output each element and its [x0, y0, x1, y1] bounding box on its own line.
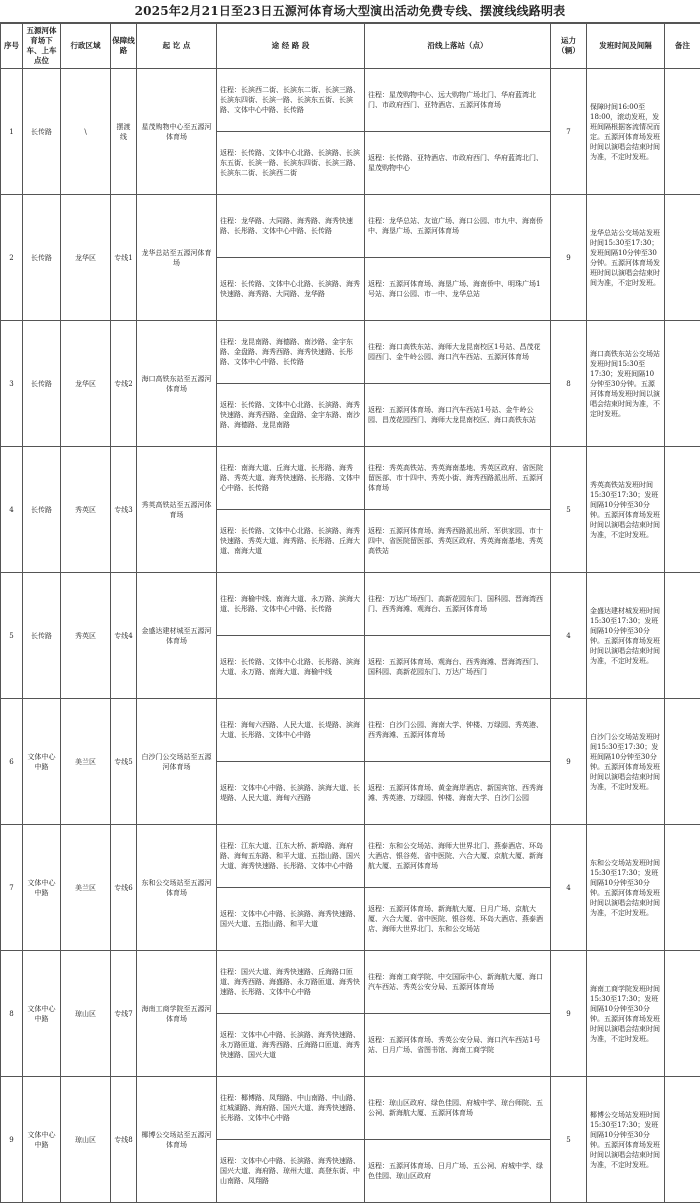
row-line: 摆渡线: [111, 69, 137, 195]
row-no: 7: [1, 825, 23, 951]
table-row: [1, 447, 700, 510]
row-district: 琼山区: [61, 1077, 111, 1203]
row-district: 秀英区: [61, 447, 111, 573]
row-no: 8: [1, 951, 23, 1077]
row-remark: [665, 951, 700, 1077]
row-remark: [665, 195, 700, 321]
row-endpoints: 东和公交场站至五源河体育场: [137, 825, 217, 951]
row-stops-back: 返程：五源河体育场、海垦广场、海南侨中、明珠广场1号站、海口公园、市一中、龙华总站: [365, 258, 551, 321]
header-no: 序号: [1, 24, 23, 69]
row-line: 专线5: [111, 699, 137, 825]
row-no: 5: [1, 573, 23, 699]
row-route-back: 返程：长传路、文体中心北路、长彤路、滨海大道、永万路、南海大道、海榆中线: [217, 636, 365, 699]
row-no: 1: [1, 69, 23, 195]
row-stops-back: 返程：五源河体育场、观海台、西秀海滩、晋海湾西门、国科园、高新花园东门、万达广场西门: [365, 636, 551, 699]
table-title: 2025年2月21日至23日五源河体育场大型演出活动免费专线、摆渡线线路明表: [0, 0, 700, 23]
row-capacity: 5: [551, 1077, 587, 1203]
row-no: 3: [1, 321, 23, 447]
row-venue: 文体中心中路: [23, 1077, 61, 1203]
row-remark: [665, 321, 700, 447]
row-endpoints: 白沙门公交场站至五源河体育场: [137, 699, 217, 825]
header-line: 保障线路: [111, 24, 137, 69]
row-endpoints: 龙华总站至五源河体育场: [137, 195, 217, 321]
row-stops-go: 往程：琼山区政府、绿色佳园、府城中学、琼台师院、五公祠、新海航大厦、五源河体育场: [365, 1077, 551, 1140]
header-route: 途 经 路 段: [217, 24, 365, 69]
row-venue: 长传路: [23, 195, 61, 321]
row-schedule: 保障时间16:00至18:00，滚动发班，发班间隔根据客流情况而定。五源河体育场发班时间以演唱会结束时间为准，不定时发班。: [587, 69, 665, 195]
row-district: 美兰区: [61, 699, 111, 825]
row-line: 专线6: [111, 825, 137, 951]
row-schedule: 海南工商学院发班时间15:30至17:30；发班间隔10分钟至30分钟。五源河体育场发班时间以演唱会结束时间为准，不定时发班。: [587, 951, 665, 1077]
row-remark: [665, 447, 700, 573]
row-line: 专线1: [111, 195, 137, 321]
row-no: 2: [1, 195, 23, 321]
row-stops-go: 往程：东和公交场站、海师大世界北门、燕泰酒店、环岛大酒店、银谷苑、省中医院、六合大厦、京航大厦、新海航大厦、五源河体育场: [365, 825, 551, 888]
row-line: 专线8: [111, 1077, 137, 1203]
header-capacity: 运力（辆）: [551, 24, 587, 69]
row-stops-go: 往程：海南工商学院、中交国际中心、新海航大厦、海口汽车西站、秀英公安分局、五源河体育场: [365, 951, 551, 1014]
row-endpoints: 海口高铁东站至五源河体育场: [137, 321, 217, 447]
header-schedule: 发班时间及间隔: [587, 24, 665, 69]
row-stops-back: 返程：五源河体育场、秀英公安分局、海口汽车西站1号站、日月广场、省图书馆、海南工商学院: [365, 1014, 551, 1077]
row-endpoints: 秀英高铁站至五源河体育场: [137, 447, 217, 573]
row-route-back: 返程：长传路、文体中心北路、长滨路、海秀快速路、海秀路、大同路、龙华路: [217, 258, 365, 321]
row-endpoints: 金盛达建材城至五源河体育场: [137, 573, 217, 699]
row-line: 专线4: [111, 573, 137, 699]
row-remark: [665, 69, 700, 195]
row-venue: 长传路: [23, 447, 61, 573]
row-route-go: 往程：长滨西二街、长滨东二街、长滨三路、长滨东四街、长滨一路、长滨东五街、长滨路、文体中心中路、长传路: [217, 69, 365, 132]
row-no: 9: [1, 1077, 23, 1203]
row-district: 秀英区: [61, 573, 111, 699]
row-schedule: 秀英高铁站发班时间15:30至17:30；发班间隔10分钟至30分钟。五源河体育场发班时间以演唱会结束时间为准，不定时发班。: [587, 447, 665, 573]
row-endpoints: 海南工商学院至五源河体育场: [137, 951, 217, 1077]
row-capacity: 4: [551, 573, 587, 699]
table-row: [1, 69, 700, 132]
route-table: [0, 23, 700, 1203]
row-stops-go: 往程：龙华总站、友谊广场、海口公园、市九中、海南侨中、海垦广场、五源河体育场: [365, 195, 551, 258]
row-remark: [665, 825, 700, 951]
table-row: [1, 573, 700, 636]
row-endpoints: 椰博公交场站至五源河体育场: [137, 1077, 217, 1203]
table-row: [1, 321, 700, 384]
header-stops: 沿线上落站（点）: [365, 24, 551, 69]
row-capacity: 7: [551, 69, 587, 195]
row-route-back: 返程：文体中心中路、长滨路、海秀快速路、国兴大道、海府路、琼州大道、高登东街、中山南路、凤翔路: [217, 1140, 365, 1203]
row-route-back: 返程：长传路、文体中心北路、长滨路、海秀快速路、秀英大道、海秀路、长彤路、丘海大道、南海大道: [217, 510, 365, 573]
row-venue: 长传路: [23, 321, 61, 447]
row-venue: 长传路: [23, 69, 61, 195]
row-capacity: 9: [551, 951, 587, 1077]
row-district: 龙华区: [61, 321, 111, 447]
row-route-go: 往程：椰博路、凤翔路、中山南路、中山路、红城湖路、海府路、国兴大道、海秀快速路、长彤路、文体中心中路: [217, 1077, 365, 1140]
row-schedule: 金盛达建材城发班时间15:30至17:30；发班间隔10分钟至30分钟。五源河体育场发班时间以演唱会结束时间为准，不定时发班。: [587, 573, 665, 699]
row-line: 专线7: [111, 951, 137, 1077]
table-row: [1, 195, 700, 258]
row-stops-go: 往程：秀英高铁站、秀英海南基地、秀英区政府、省医院留医部、市十四中、秀英小街、海秀西路派出所、五源河体育场: [365, 447, 551, 510]
row-line: 专线2: [111, 321, 137, 447]
row-capacity: 9: [551, 699, 587, 825]
row-district: 美兰区: [61, 825, 111, 951]
header-venue: 五源河体育场下车、上车点位: [23, 24, 61, 69]
table-row: [1, 1077, 700, 1140]
header-endpoints: 起 讫 点: [137, 24, 217, 69]
row-schedule: 椰博公交场站发班时间15:30至17:30；发班间隔10分钟至30分钟。五源河体育场发班时间以演唱会结束时间为准，不定时发班。: [587, 1077, 665, 1203]
row-district: 琼山区: [61, 951, 111, 1077]
row-capacity: 5: [551, 447, 587, 573]
row-remark: [665, 573, 700, 699]
row-stops-back: 返程：五源河体育场、海秀西路派出所、军供家园、市十四中、省医院留医部、秀英区政府、秀英海南基地、秀英高铁站: [365, 510, 551, 573]
row-schedule: 东和公交场站发班时间15:30至17:30；发班间隔10分钟至30分钟。五源河体育场发班时间以演唱会结束时间为准，不定时发班。: [587, 825, 665, 951]
table-row: [1, 699, 700, 762]
row-stops-back: 返程：长传路、亚特酒店、市政府西门、华府蓝湾北门、星茂购物中心: [365, 132, 551, 195]
row-route-back: 返程：文体中心中路、长滨路、海秀快速路、国兴大道、五指山路、和平大道: [217, 888, 365, 951]
row-endpoints: 星茂购物中心至五源河体育场: [137, 69, 217, 195]
row-route-go: 往程：海甸六西路、人民大道、长堤路、滨海大道、长彤路、文体中心中路: [217, 699, 365, 762]
row-stops-back: 返程：五源河体育场、日月广场、五公祠、府城中学、绿色佳园、琼山区政府: [365, 1140, 551, 1203]
row-schedule: 龙华总站公交场站发班时间15:30至17:30；发班间隔10分钟至30分钟。五源河体育场发班时间以演唱会结束时间为准，不定时发班。: [587, 195, 665, 321]
row-capacity: 4: [551, 825, 587, 951]
row-stops-back: 返程：五源河体育场、黄金海岸酒店、新国宾馆、西秀海滩、秀英港、万绿园、钟楼、海南大学、白沙门公园: [365, 762, 551, 825]
row-venue: 长传路: [23, 573, 61, 699]
row-stops-back: 返程：五源河体育场、海口汽车西站1号站、金牛岭公园、昌茂花园西门、海师大龙昆南校区、海口高铁东站: [365, 384, 551, 447]
row-capacity: 9: [551, 195, 587, 321]
row-line: 专线3: [111, 447, 137, 573]
row-venue: 文体中心中路: [23, 951, 61, 1077]
row-venue: 文体中心中路: [23, 699, 61, 825]
row-stops-go: 往程：海口高铁东站、海师大龙昆南校区1号站、昌茂花园西门、金牛岭公园、海口汽车西站、五源河体育场: [365, 321, 551, 384]
row-route-back: 返程：文体中心中路、长滨路、滨海大道、长堤路、人民大道、海甸六西路: [217, 762, 365, 825]
row-venue: 文体中心中路: [23, 825, 61, 951]
table-row: [1, 951, 700, 1014]
row-route-back: 返程：长传路、文体中心北路、长滨路、海秀快速路、海秀西路、金盘路、金宇东路、南沙路、海德路、龙昆南路: [217, 384, 365, 447]
row-route-go: 往程：龙昆南路、海德路、南沙路、金宇东路、金盘路、海秀西路、海秀快速路、长彤路、文体中心中路、长传路: [217, 321, 365, 384]
header-row: [1, 24, 700, 69]
row-route-go: 往程：江东大道、江东大桥、新埠路、海府路、海甸五东路、和平大道、五指山路、国兴大道、海秀快速路、长彤路、文体中心中路: [217, 825, 365, 888]
row-capacity: 8: [551, 321, 587, 447]
row-stops-go: 往程：万达广场西门、高新花园东门、国科园、晋海湾西门、西秀海滩、观海台、五源河体育场: [365, 573, 551, 636]
row-no: 6: [1, 699, 23, 825]
row-schedule: 白沙门公交场站发班时间15:30至17:30；发班间隔10分钟至30分钟。五源河体育场发班时间以演唱会结束时间为准，不定时发班。: [587, 699, 665, 825]
row-schedule: 海口高铁东站公交场站发班时间15:30至17:30；发班间隔10分钟至30分钟。五源河体育场发班时间以演唱会结束时间为准，不定时发班。: [587, 321, 665, 447]
row-stops-go: 往程：星茂购物中心、远大购物广场北门、华府蓝湾北门、市政府西门、亚特酒店、五源河体育场: [365, 69, 551, 132]
row-route-back: 返程：长传路、文体中心北路、长滨路、长滨东五街、长滨一路、长滨东四街、长滨三路、长滨东二街、长滨西二街: [217, 132, 365, 195]
row-route-go: 往程：龙华路、大同路、海秀路、海秀快速路、长彤路、文体中心中路、长传路: [217, 195, 365, 258]
row-route-go: 往程：海榆中线、南海大道、永万路、滨海大道、长彤路、文体中心中路、长传路: [217, 573, 365, 636]
header-remark: 备注: [665, 24, 700, 69]
table-row: [1, 825, 700, 888]
row-no: 4: [1, 447, 23, 573]
row-route-go: 往程：南海大道、丘海大道、长彤路、海秀路、秀英大道、海秀快速路、长彤路、文体中心中路、长传路: [217, 447, 365, 510]
row-district: \: [61, 69, 111, 195]
row-stops-go: 往程：白沙门公园、海南大学、钟楼、万绿园、秀英港、西秀海滩、五源河体育场: [365, 699, 551, 762]
row-stops-back: 返程：五源河体育场、新海航大厦、日月广场、京航大厦、六合大厦、省中医院、银谷苑、环岛大酒店、燕泰酒店、海师大世界北门、东和公交场站: [365, 888, 551, 951]
header-district: 行政区域: [61, 24, 111, 69]
row-route-go: 往程：国兴大道、海秀快速路、丘海路口匝道、海秀西路、海盛路、永万路匝道、海秀快速路、长彤路、文体中心中路: [217, 951, 365, 1014]
row-district: 龙华区: [61, 195, 111, 321]
row-route-back: 返程：文体中心中路、长滨路、海秀快速路、永万路匝道、海秀西路、丘海路口匝道、海秀快速路、国兴大道: [217, 1014, 365, 1077]
row-remark: [665, 699, 700, 825]
